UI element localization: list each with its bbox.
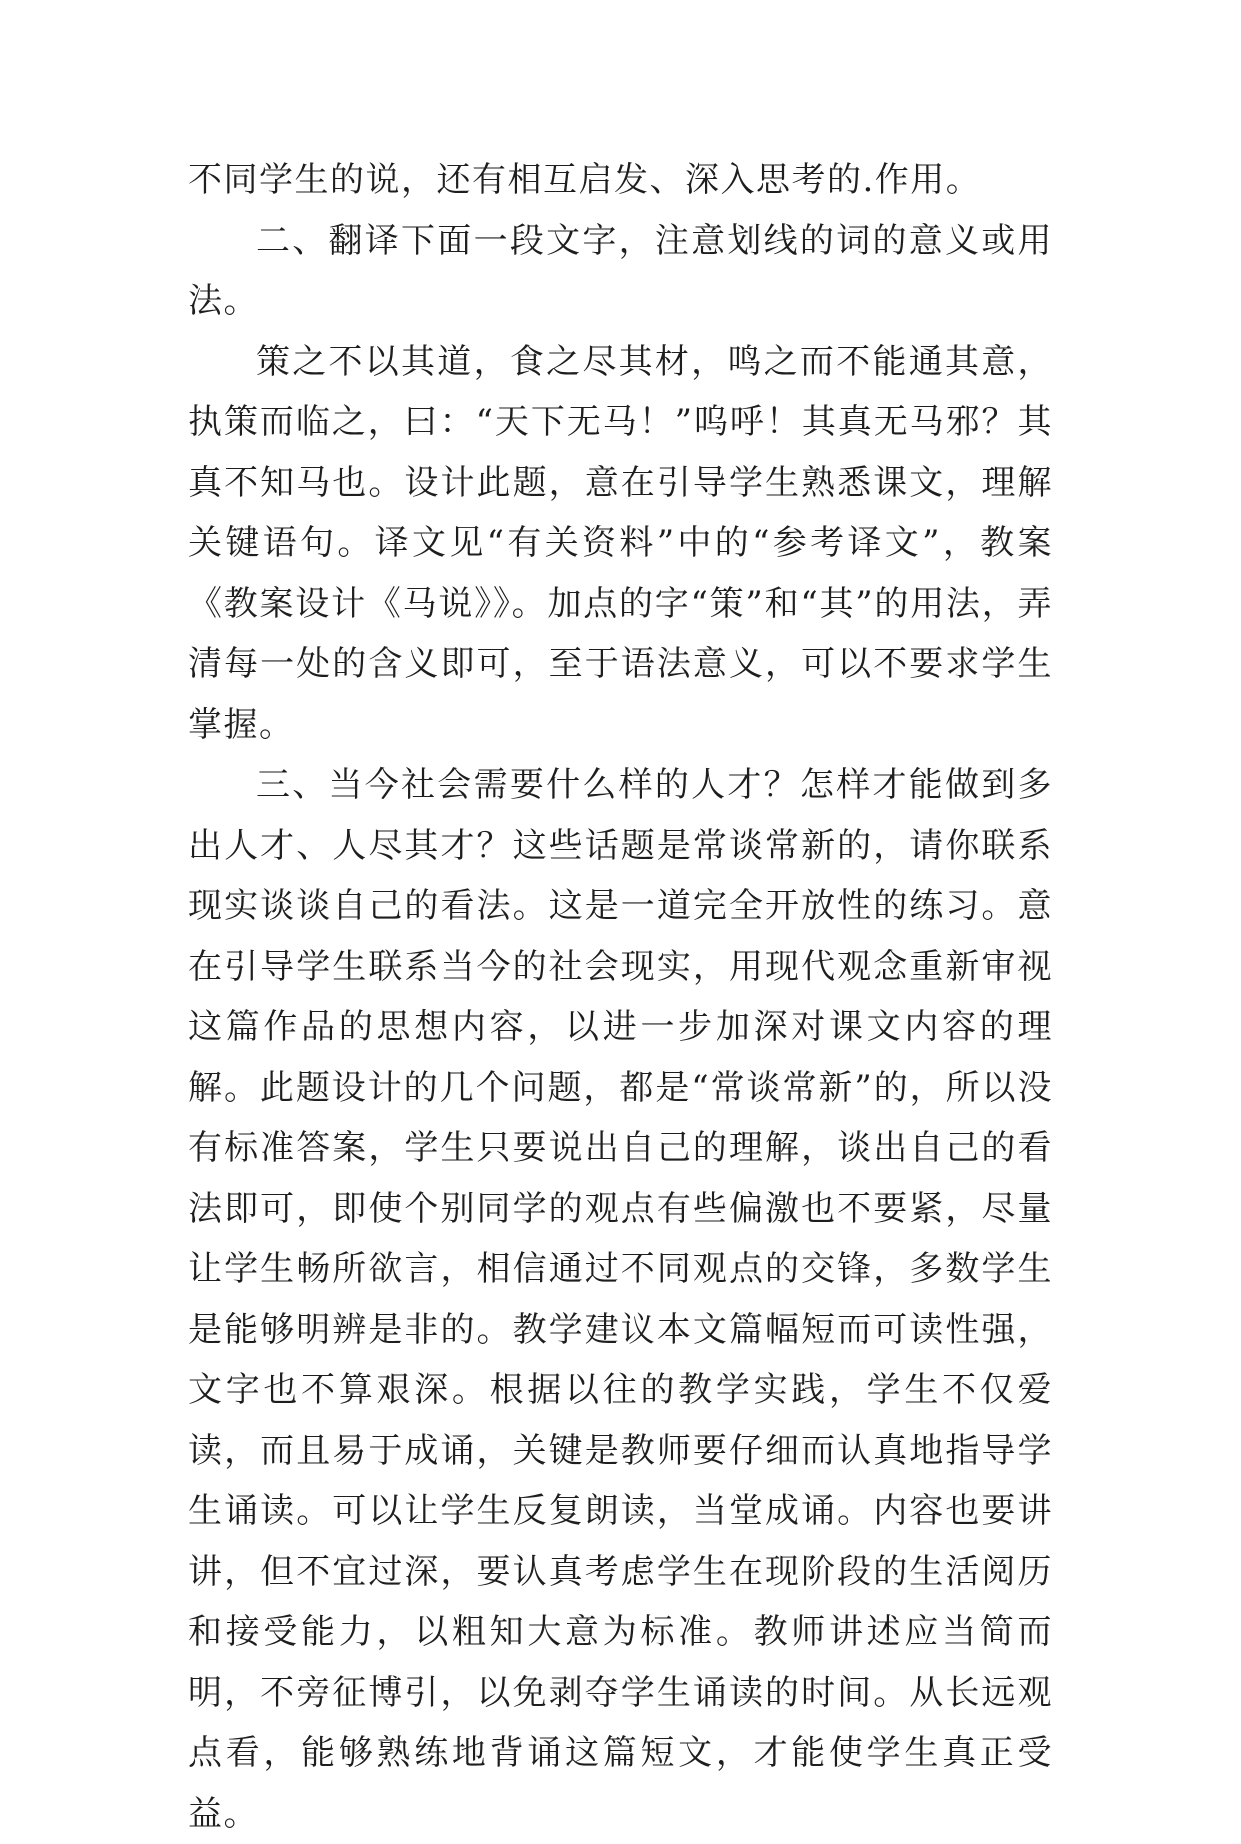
- paragraph-exercise-three: 三、当今社会需要什么样的人才？怎样才能做到多出人才、人尽其才？这些话题是常谈常新的，请你联系现实谈谈自己的看法。这是一道完全开放性的练习。意在引导学生联系当今的社会现实，用现代观念重新审视这篇作品的思想内容，以进一步加深对课文内容的理解。此题设计的几个问题，都是“常谈常新”的，所以没有标准答案，学生只要说出自己的理解，谈出自己的看法即可，即使个别同学的观点有些偏激也不要紧，尽量让学生畅所欲言，相信通过不同观点的交锋，多数学生是能够明辨是非的。教学建议本文篇幅短而可读性强，文字也不算艰深。根据以往的教学实践，学生不仅爱读，而且易于成诵，关键是教师要仔细而认真地指导学生诵读。可以让学生反复朗读，当堂成诵。内容也要讲讲，但不宜过深，要认真考虑学生在现阶段的生活阅历和接受能力，以粗知大意为标准。教师讲述应当简而明，不旁征博引，以免剥夺学生诵读的时间。从长远观点看，能够熟练地背诵这篇短文，才能使学生真正受益。: [188, 765, 1053, 1834]
- document-body: [188, 150, 1053, 1844]
- paragraph-continuation: 不同学生的说，还有相互启发、深入思考的.作用。: [188, 160, 982, 200]
- paragraph-exercise-two-heading: 二、翻译下面一段文字，注意划线的词的意义或用法。: [188, 220, 1053, 321]
- paragraph-exercise-two-body: 策之不以其道，食之尽其材，鸣之而不能通其意，执策而临之，曰：“天下无马！”呜呼！其真无马邪？其真不知马也。设计此题，意在引导学生熟悉课文，理解关键语句。译文见“有关资料”中的“参考译文”，教案《教案设计《马说》》。加点的字“策”和“其”的用法，弄清每一处的含义即可，至于语法意义，可以不要求学生掌握。: [188, 341, 1053, 745]
